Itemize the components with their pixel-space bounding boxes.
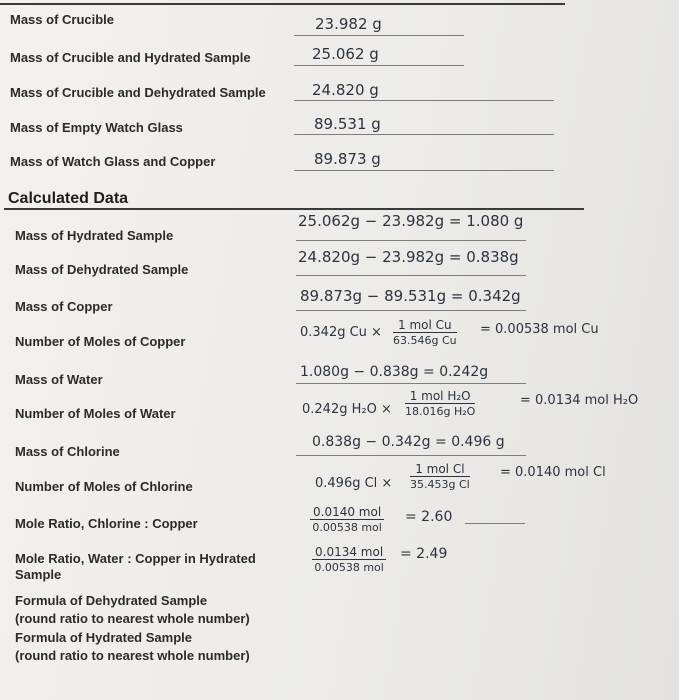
calc-underline — [465, 523, 525, 524]
calc-label-formula-hydrated: Formula of Hydrated Sample — [15, 630, 192, 645]
calc-label-copper-mass: Mass of Copper — [15, 299, 113, 314]
fraction-denominator: 0.00538 mol — [312, 521, 382, 534]
calc-work-moles-copper-post: = 0.00538 mol Cu — [480, 322, 599, 337]
calc-label-dehydrated-mass: Mass of Dehydrated Sample — [15, 262, 189, 277]
calc-label-formula-dehydrated: Formula of Dehydrated Sample — [15, 593, 208, 608]
fraction-numerator: 1 mol Cl — [410, 462, 470, 477]
value-underline — [294, 65, 464, 66]
fraction-numerator: 1 mol H₂O — [405, 389, 475, 404]
fraction-denominator: 63.546g Cu — [393, 334, 457, 347]
measured-label-crucible: Mass of Crucible — [10, 12, 115, 27]
measured-value-crucible: 23.982 g — [315, 15, 382, 33]
fraction-moles-copper — [393, 318, 457, 347]
calc-work-ratio-water-cu-post: = 2.49 — [400, 546, 448, 562]
fraction-numerator: 0.0140 mol — [310, 505, 384, 520]
calc-label-moles-chlorine: Number of Moles of Chlorine — [15, 479, 193, 494]
fraction-denominator: 35.453g Cl — [410, 478, 470, 491]
calc-underline — [296, 310, 526, 311]
calc-work-copper-mass: 89.873g − 89.531g = 0.342g — [300, 287, 521, 305]
calc-label-water-mass: Mass of Water — [15, 372, 103, 387]
calc-label-ratio-water-cu-line2: Sample — [15, 567, 62, 582]
calc-work-moles-chlorine-post: = 0.0140 mol Cl — [500, 465, 606, 480]
calc-work-moles-water-pre: 0.242g H₂O × — [302, 402, 392, 417]
calc-label-chlorine-mass: Mass of Chlorine — [15, 444, 120, 459]
measured-label-crucible-dehydrated: Mass of Crucible and Dehydrated Sample — [10, 85, 266, 100]
calc-work-ratio-cl-cu-post: = 2.60 — [405, 509, 453, 525]
top-rule — [0, 3, 565, 5]
measured-label-watch-glass-copper: Mass of Watch Glass and Copper — [10, 154, 216, 169]
calc-underline — [296, 275, 526, 276]
calc-label-ratio-cl-cu: Mole Ratio, Chlorine : Copper — [15, 516, 198, 531]
calc-work-water-mass: 1.080g − 0.838g = 0.242g — [300, 364, 489, 380]
value-underline — [294, 35, 464, 36]
fraction-moles-chlorine — [410, 462, 470, 491]
calc-label-ratio-water-cu: Mole Ratio, Water : Copper in Hydrated — [15, 551, 256, 566]
calc-label-moles-copper: Number of Moles of Copper — [15, 334, 186, 349]
measured-label-watch-glass: Mass of Empty Watch Glass — [10, 120, 183, 135]
calc-underline — [296, 383, 526, 384]
fraction-numerator: 0.0134 mol — [312, 545, 386, 560]
fraction-denominator: 18.016g H₂O — [405, 405, 476, 418]
calc-work-hydrated-mass: 25.062g − 23.982g = 1.080 g — [298, 212, 524, 230]
calc-underline — [296, 240, 526, 241]
measured-label-crucible-hydrated: Mass of Crucible and Hydrated Sample — [10, 50, 251, 65]
fraction-numerator: 1 mol Cu — [393, 318, 457, 333]
fraction-moles-water — [405, 389, 475, 418]
calc-label-hydrated-mass: Mass of Hydrated Sample — [15, 228, 174, 243]
calc-label-formula-dehydrated-line2: (round ratio to nearest whole number) — [15, 611, 250, 626]
calc-work-moles-copper-pre: 0.342g Cu × — [300, 325, 382, 340]
value-underline — [294, 134, 554, 135]
measured-value-crucible-dehydrated: 24.820 g — [312, 81, 379, 99]
fraction-denominator: 0.00538 mol — [314, 561, 384, 574]
calc-underline — [296, 455, 526, 456]
value-underline — [294, 170, 554, 171]
fraction-ratio-water-cu — [312, 545, 386, 574]
measured-value-watch-glass: 89.531 g — [314, 115, 381, 133]
calc-work-dehydrated-mass: 24.820g − 23.982g = 0.838g — [298, 248, 519, 266]
calc-work-moles-chlorine-pre: 0.496g Cl × — [315, 476, 393, 491]
calc-label-formula-hydrated-line2: (round ratio to nearest whole number) — [15, 648, 250, 663]
calc-label-moles-water: Number of Moles of Water — [15, 406, 176, 421]
fraction-ratio-cl-cu — [310, 505, 384, 534]
measured-value-watch-glass-copper: 89.873 g — [314, 150, 381, 168]
measured-value-crucible-hydrated: 25.062 g — [312, 45, 379, 63]
calc-work-moles-water-post: = 0.0134 mol H₂O — [520, 393, 639, 408]
calculated-rule — [4, 208, 584, 210]
value-underline — [294, 100, 554, 101]
calc-work-chlorine-mass: 0.838g − 0.342g = 0.496 g — [312, 434, 505, 450]
section-title-calculated: Calculated Data — [8, 190, 129, 207]
